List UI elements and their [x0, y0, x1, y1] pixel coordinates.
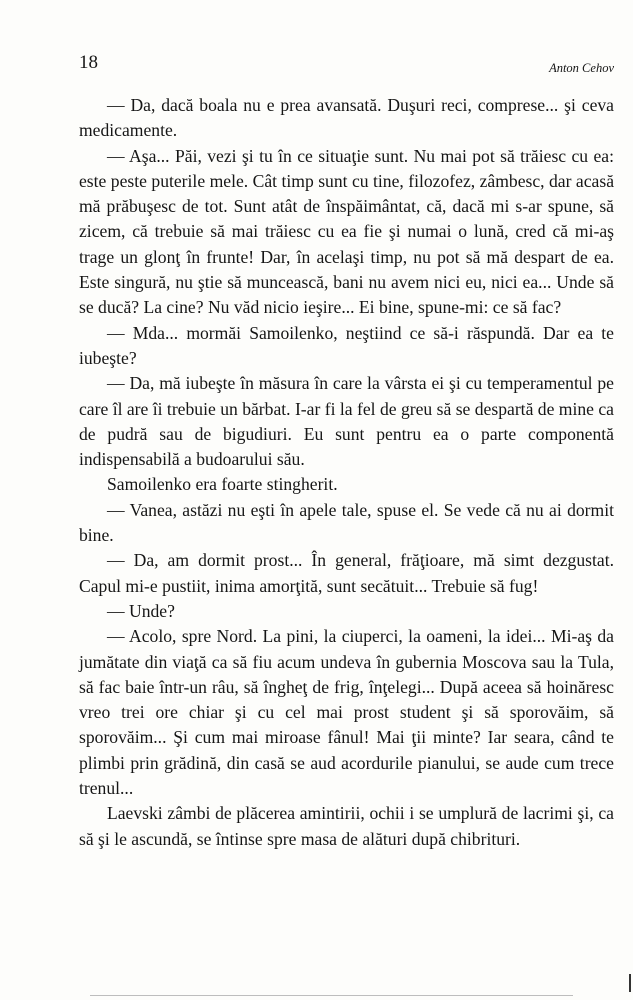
paragraph: — Da, mă iubeşte în măsura în care la vârsta ei şi cu temperamentul pe care îl are îi trebuie un bărbat. I-ar fi la fel de greu să se despartă de mine ca de pudră sau de bigudiuri. Eu sunt pentru ea o parte componentă indispensabilă a budoarului său. — [79, 373, 614, 470]
scan-edge-mark — [629, 974, 631, 992]
paragraph: — Da, am dormit prost... În general, frăţioare, mă simt dezgustat. Capul mi-e pustiit, inima amorţită, sunt secătuit... Trebuie să fug! — [79, 550, 614, 596]
paragraph: Laevski zâmbi de plăcerea amintirii, ochii i se umplură de lacrimi şi, ca să şi le ascundă, se întinse spre masa de alături după chibrituri. — [79, 803, 614, 849]
body-text — [79, 93, 614, 852]
paragraph: — Acolo, spre Nord. La pini, la ciuperci, la oameni, la idei... Mi-aş da jumătate din viaţă ca să fiu acum undeva în gubernia Moscova sau la Tula, să fac baie într-un râu, să îngheţ de frig, înţelegi... După aceea să hoinăresc vreo trei ore chiar şi cu cel mai prost student şi să sporovăim, să sporovăim... Şi cum mai miroase fânul! Mai ţii minte? Iar seara, când te plimbi prin grădină, din casă se aud acordurile pianului, se aude cum trece trenul... — [79, 626, 614, 799]
scan-bottom-rule — [90, 995, 573, 996]
page-number: 18 — [79, 52, 98, 73]
paragraph: — Vanea, astăzi nu eşti în apele tale, spuse el. Se vede că nu ai dormit bine. — [79, 499, 614, 546]
paragraph: — Mda... mormăi Samoilenko, neştiind ce să-i răspundă. Dar ea te iubeşte? — [79, 322, 614, 368]
paragraph: — Da, dacă boala nu e prea avansată. Duşuri reci, comprese... şi ceva medicamente. — [79, 95, 614, 141]
running-head-author: Anton Cehov — [549, 61, 614, 75]
paragraph: Samoilenko era foarte stingherit. — [107, 474, 338, 495]
paragraph: — Unde? — [107, 600, 175, 621]
paragraph: — Aşa... Păi, vezi şi tu în ce situaţie sunt. Nu mai pot să trăiesc cu ea: este peste puterile mele. Cât timp sunt cu tine, filozofez, zâmbesc, dar acasă mă prăbuşesc de tot. Sunt atât de înspăimântat, că, dacă mi s-ar spune, să zicem, că trebuie să mai trăiesc cu ea fie şi numai o lună, cred că mi-aş trage un glonţ în frunte! Dar, în acelaşi timp, nu pot să mă despart de ea. Este singură, nu ştie să muncească, bani nu avem nici eu, nici ea... Unde să se ducă? La cine? Nu văd nicio ieşire... Ei bine, spune-mi: ce să fac? — [79, 145, 614, 318]
